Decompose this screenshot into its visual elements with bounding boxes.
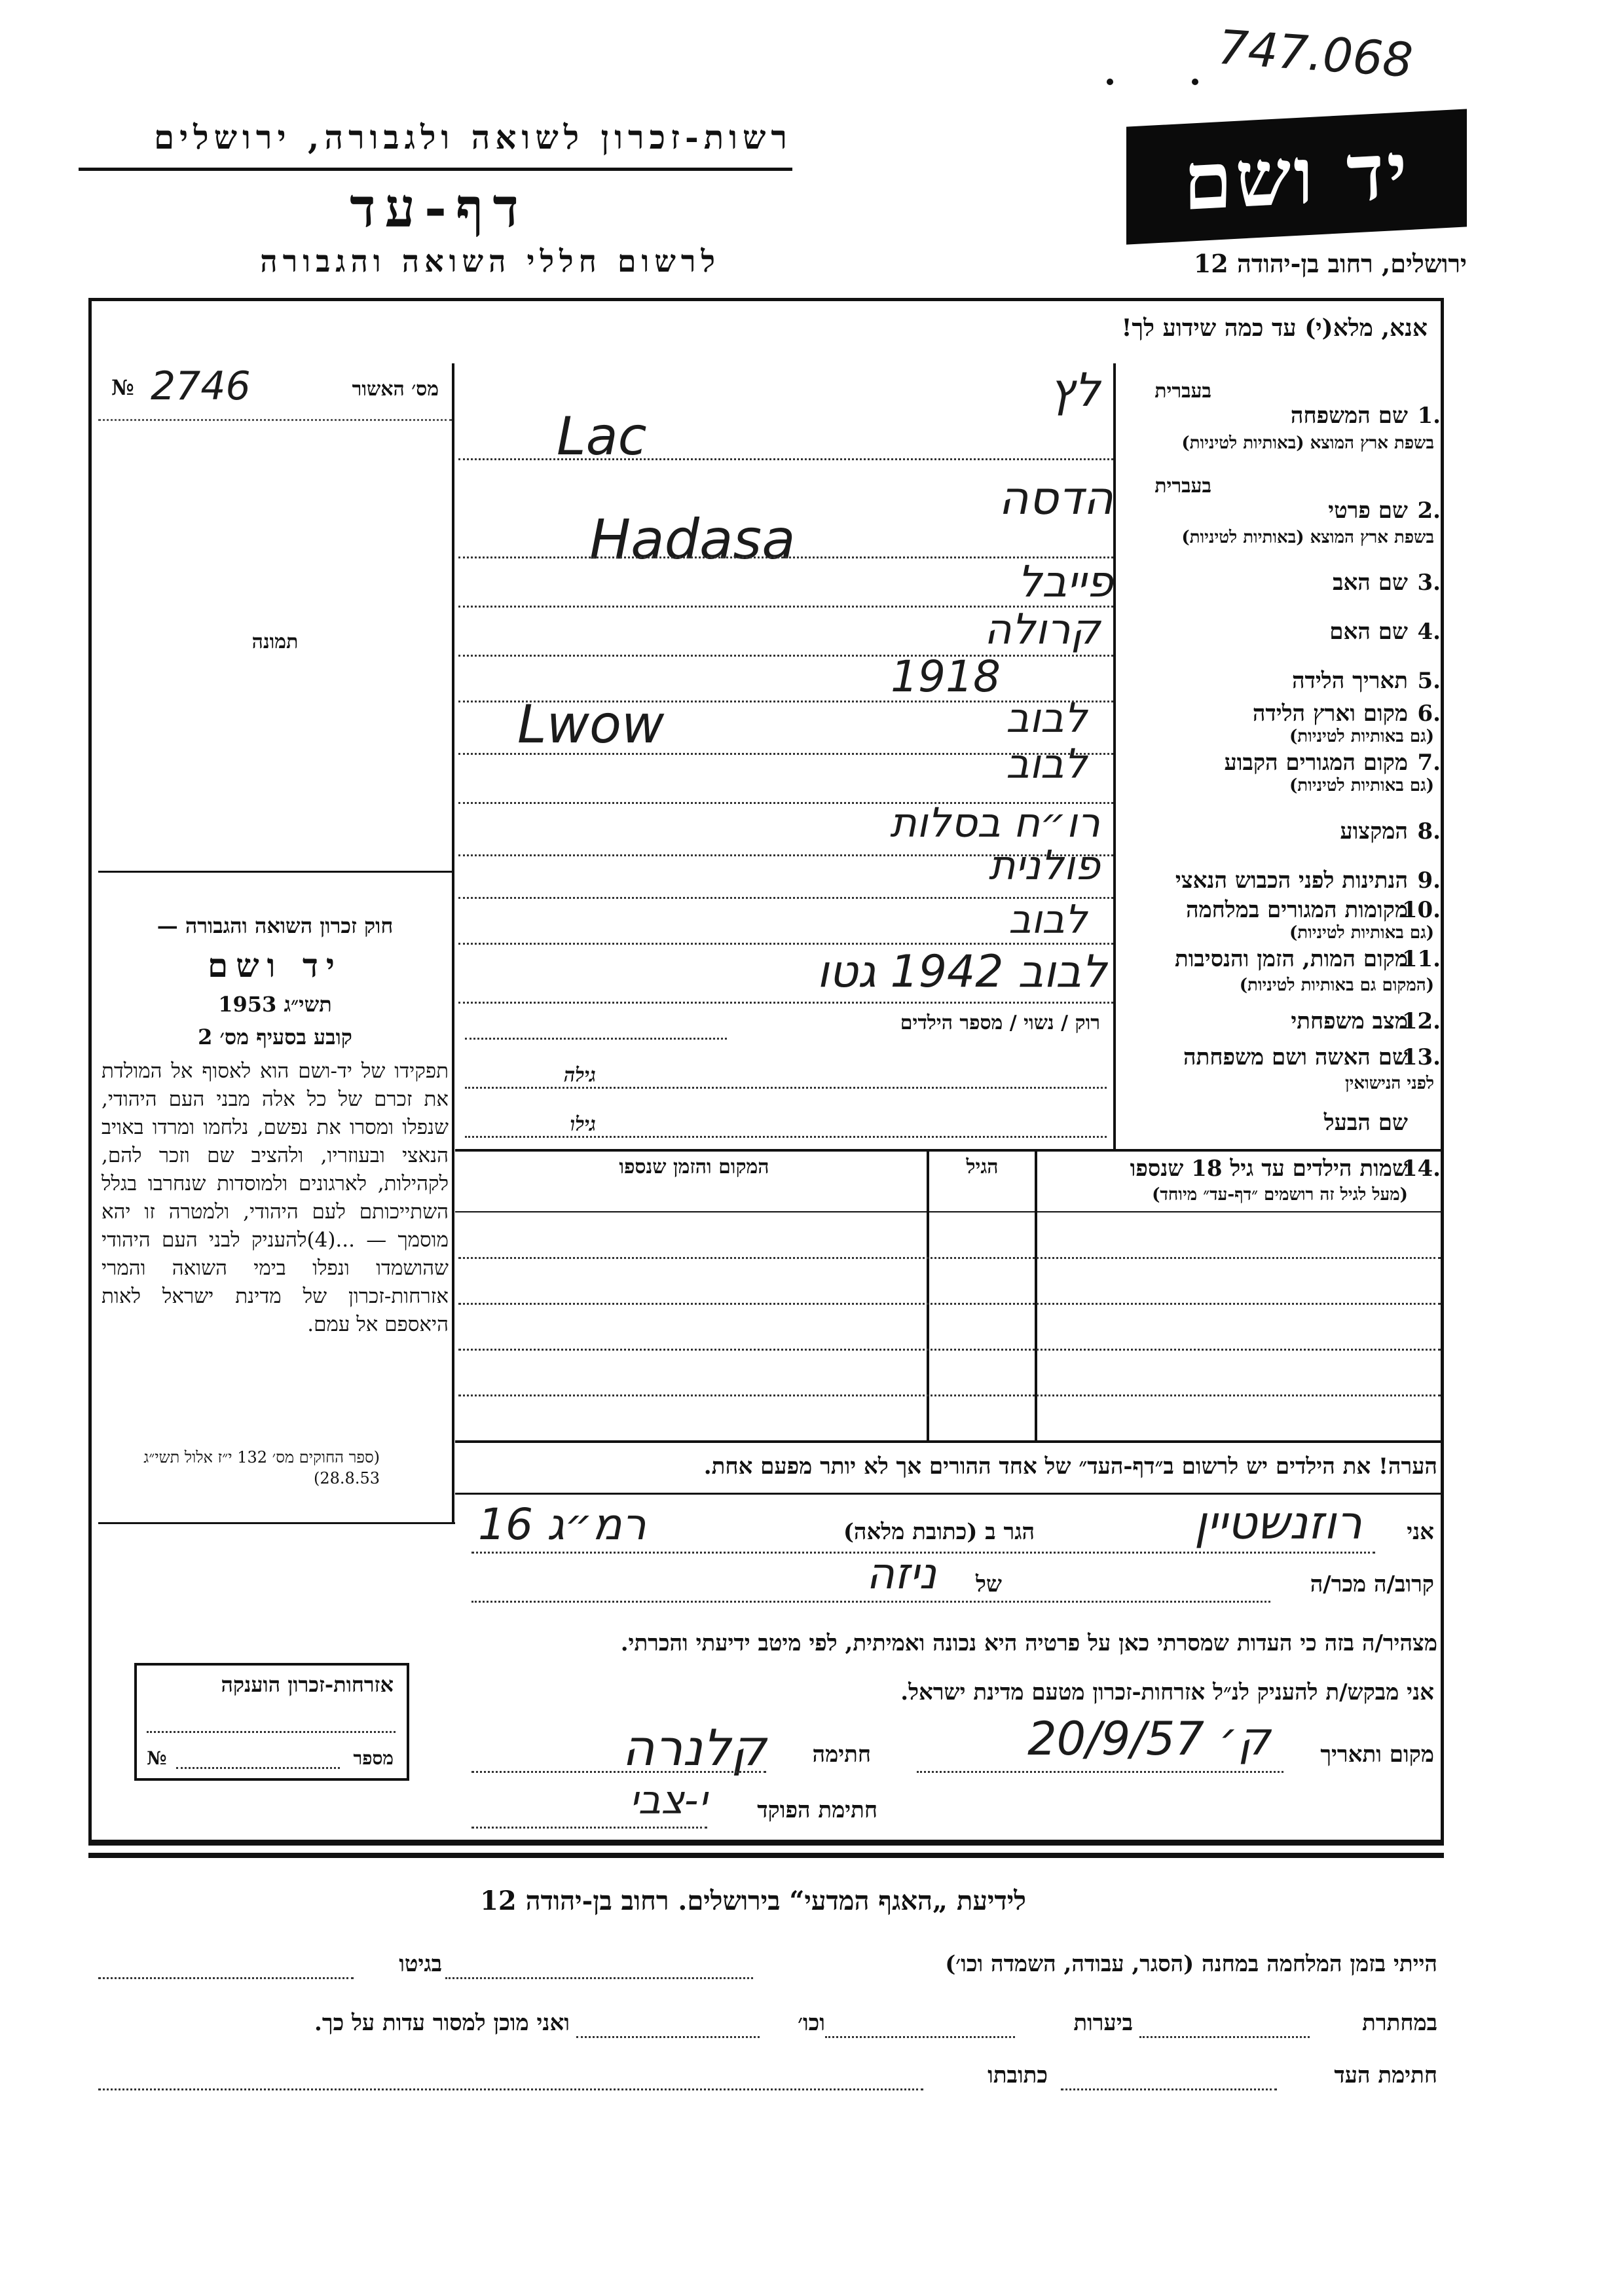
children-num: 14. [1401,1156,1441,1182]
hebrew-tag: בעברית [1154,475,1211,498]
field-value-latin: Lac [557,406,647,467]
citizenship-title: אזרחות-זכרון הוענקה [221,1672,394,1697]
children-col-line [1035,1149,1037,1440]
children-top-line [455,1149,1441,1152]
field-label: שם האב [1333,570,1408,596]
header-address: ירושלים, רחוב בן-יהודה 12 [1193,249,1467,278]
footer-etc: וכו׳ [798,2010,825,2036]
field-num: 13. [1401,1044,1441,1070]
field-label: מקום וארץ הלידה [1252,701,1408,727]
authority-title: רשות-זכרון לשואה ולגבורה, ירושלים [153,118,792,156]
field-value-hebrew: רו״ח בסלות [889,799,1100,847]
form-title: דף-עד [350,177,528,240]
hebrew-tag: בעברית [1154,380,1211,403]
officer-line [471,1827,707,1829]
footer-camp-line [445,1977,753,1979]
field-value-hebrew: הדסה [998,471,1113,525]
remark: הערה! את הילדים יש לרשום ב״דף-העד״ של אחד ההורים אך לא יותר מפעם אחת. [703,1453,1437,1480]
approval-label: מס׳ האשור [352,378,439,401]
field-line [465,1136,1107,1138]
footer-address: כתובתו [987,2062,1048,2088]
field-label: מצב משפחתי [1291,1008,1408,1034]
field-label: מקום המות, הזמן והנסיבות [1174,946,1408,972]
children-row [458,1349,1441,1351]
field-line [458,458,1113,460]
wife-age-label: גילה [563,1064,596,1087]
field-line [465,1087,1107,1089]
field-value-hebrew: לבוב 1942 גטו [817,946,1107,998]
field-label: תאריך הלידה [1291,668,1408,694]
field-sub: (המקום גם באותיות לטיניות) [1239,975,1434,995]
field-num: 3. [1417,570,1441,596]
field-sub: בשפת ארץ המוצא (באותיות לטיניות) [1181,528,1434,547]
relative-label: קרוב/ה מכר/ה [1310,1571,1434,1597]
field-value-hebrew: לבוב [1006,740,1087,788]
field-label: המקצוע [1340,818,1408,845]
field-value-latin: Lwow [517,694,665,755]
citizenship-number-label: מספר [353,1747,394,1769]
law-title: חוק זכרון השואה והגבורה — [157,913,394,938]
citizenship-no-mark: № [147,1747,167,1769]
citizenship-number-line [176,1767,340,1769]
declarant-lives-label: הגר ב (כתובת מלאה) [843,1519,1035,1545]
children-bottom-line [455,1440,1441,1443]
field-label: שם המשפחה [1290,403,1408,429]
signature: קלנרה [621,1719,766,1777]
citizenship-box [134,1663,409,1781]
children-row [458,1303,1441,1305]
field-value-hebrew: לץ [1049,363,1100,417]
field-value-hebrew: 1918 [891,651,1001,702]
relative-line [471,1601,1270,1603]
children-row [458,1394,1441,1396]
footer-witness-line [1061,2088,1277,2090]
footer-etc-line [576,2036,760,2038]
field-sub: לפני הנישואין [1344,1074,1434,1093]
signature-line [471,1771,766,1773]
field-label: שם האם [1329,619,1408,645]
children-row [458,1257,1441,1259]
photo-label: תמונה [251,630,299,653]
declarant-name: רוזנשטיין [1194,1496,1362,1550]
declarant-i-label: אני [1407,1519,1434,1545]
declaration: מצהיר/ה בזה כי העדות שמסרתי כאן על פרטיה היא נכונה ואמיתית, לפי מיטב ידיעתי והכרתי. [620,1630,1437,1656]
footer-forests-line [825,2036,1015,2038]
footer-ghetto-line [98,1977,354,1979]
husband-age-label: גילו [570,1113,596,1136]
field-label: שם האשה ושם משפחתה [1183,1044,1408,1070]
field-label: שם פרטי [1328,498,1408,524]
field-num: 5. [1417,668,1441,694]
field-num: 10. [1401,897,1441,923]
field-num: 7. [1417,750,1441,776]
yad-vashem-logo [1126,109,1467,244]
field-sub: (גם באותיות לטיניות) [1289,923,1434,943]
dot-mark [1192,79,1198,85]
left-column-border [452,363,454,1522]
law-year: תשי״ג 1953 [218,992,332,1017]
field-label: הנתינות לפני הכבוש הנאצי [1175,867,1408,894]
children-col-line [927,1149,929,1440]
footer-underground-line [1139,2036,1310,2038]
archive-number: 747.068 [1216,19,1415,88]
field-value-hebrew: פולנית [988,841,1100,889]
field-sub: בשפת ארץ המוצא (באותיות לטיניות) [1181,433,1434,453]
remark-bottom-line [455,1493,1441,1495]
field-num: 8. [1417,818,1441,845]
footer-willing: ואני מוכן למסור עדות על כך. [314,2010,570,2036]
footer-line1: הייתי בזמן המלחמה במחנה (הסגר, עבודה, השמדה וכו׳) [945,1951,1437,1977]
field-column-border [1113,363,1116,1149]
footer-ghetto: בגיטו [399,1951,442,1977]
children-subtitle: (מעל לגיל זה רושמים ״דף-עד״ מיוחד) [1152,1185,1408,1205]
law-logo: יד ושם [208,946,342,985]
declarant-address: 16 רמ״ג [478,1499,646,1550]
place-date-line [917,1771,1283,1773]
field-num: 11. [1401,946,1441,972]
field-line [458,943,1113,945]
signature-label: חתימה [812,1741,871,1768]
place-date-label: מקום ותאריך [1320,1741,1434,1768]
field-label: שם הבעל [1323,1110,1408,1136]
field-num: 12. [1401,1008,1441,1034]
field-value-hebrew: פייבל [1017,556,1113,607]
of-label: של [976,1571,1002,1597]
form-subtitle: לרשום חללי השואה והגבורה [260,244,720,279]
dot-mark [1107,79,1113,85]
children-header-line [455,1211,1441,1212]
law-citation: (ספר החוקים מס׳ 132 י״ז אלול תשי״ג 28.8.53) [143,1448,380,1487]
field-num: 2. [1417,498,1441,524]
authority-underline [79,168,792,171]
field-num: 4. [1417,619,1441,645]
field-label: מקום המגורים הקבוע [1224,750,1408,776]
marital-options: רוק / נשוי / מספר הילדים [900,1011,1100,1034]
officer-signature: י-צבי [629,1777,707,1823]
citizenship-request: אני מבקש/ת להעניק לנ״ל אזרחות-זכרון מטעם מדינת ישראל. [900,1679,1434,1705]
left-column-bottom [98,1522,455,1524]
field-num: 9. [1417,867,1441,894]
field-line [458,1002,1113,1004]
field-value-hebrew: לבוב [1008,897,1087,943]
logo-text: יד ושם [1183,124,1410,229]
field-value-hebrew: לבוב [1006,694,1087,742]
field-sub: (גם באותיות לטיניות) [1289,776,1434,795]
citizenship-line [147,1731,396,1733]
children-title: שמות הילדים עד גיל 18 שנספו [1130,1156,1408,1182]
footer-underground: במחתרת [1362,2010,1437,2036]
separator-rule [88,1843,1444,1846]
field-value-latin: Hadasa [589,507,796,572]
field-label: מקומות המגורים במלחמה [1185,897,1408,923]
approval-value: 2746 [151,363,251,409]
field-value-hebrew: קרולה [984,606,1100,654]
declarant-relation: ניזה [866,1548,936,1599]
field-num: 6. [1417,701,1441,727]
children-col-place: המקום והזמן שנספו [619,1156,769,1178]
field-line [465,1038,727,1040]
children-col-age: הגיל [966,1156,999,1178]
footer-title: לידיעת „האגף המדעי“ בירושלים. רחוב בן-יהודה 12 [480,1886,1026,1916]
law-body: תפקידו של יד-ושם הוא לאסוף אל המולדת את זכרם של כל אלה מבני העם היהודי, שנפלו ומסרו את נפשם, נלחמו ומרדו באויב הנאצי ובעוזריו, ולהציב שם וזכר להם, לקהילות, לארגונים ולמוסדות שנחרבו בגלל השתייכותם לעם היהודי, ולמטרה זו יהא מוסמך — ...(4)להעניק לבני העם היהודי שהושמדו ונפלו בימי השואה והמרי אזרחות-זכרון של מדינת ישראל לאות היאספם אל עמם. [101,1059,449,1336]
approval-box [98,363,452,416]
instructions: אנא, מלא(י) עד כמה שידוע לך! [1121,314,1428,342]
field-num: 1. [1417,403,1441,429]
footer-forests: ביערות [1073,2010,1133,2036]
approval-no-mark: № [111,375,134,400]
field-sub: (גם באותיות לטיניות) [1289,727,1434,746]
officer-label: חתימת הפוקד [757,1797,877,1823]
footer-witness-sig: חתימת העד [1334,2062,1437,2088]
law-section: קובע בסעיף מס׳ 2 [198,1025,352,1049]
footer-address-line [98,2088,923,2090]
separator-rule [88,1853,1444,1858]
photo-frame [98,419,452,866]
photo-bottom-line [98,871,452,873]
place-date: ק׳ 20/9/57 [1027,1712,1270,1766]
